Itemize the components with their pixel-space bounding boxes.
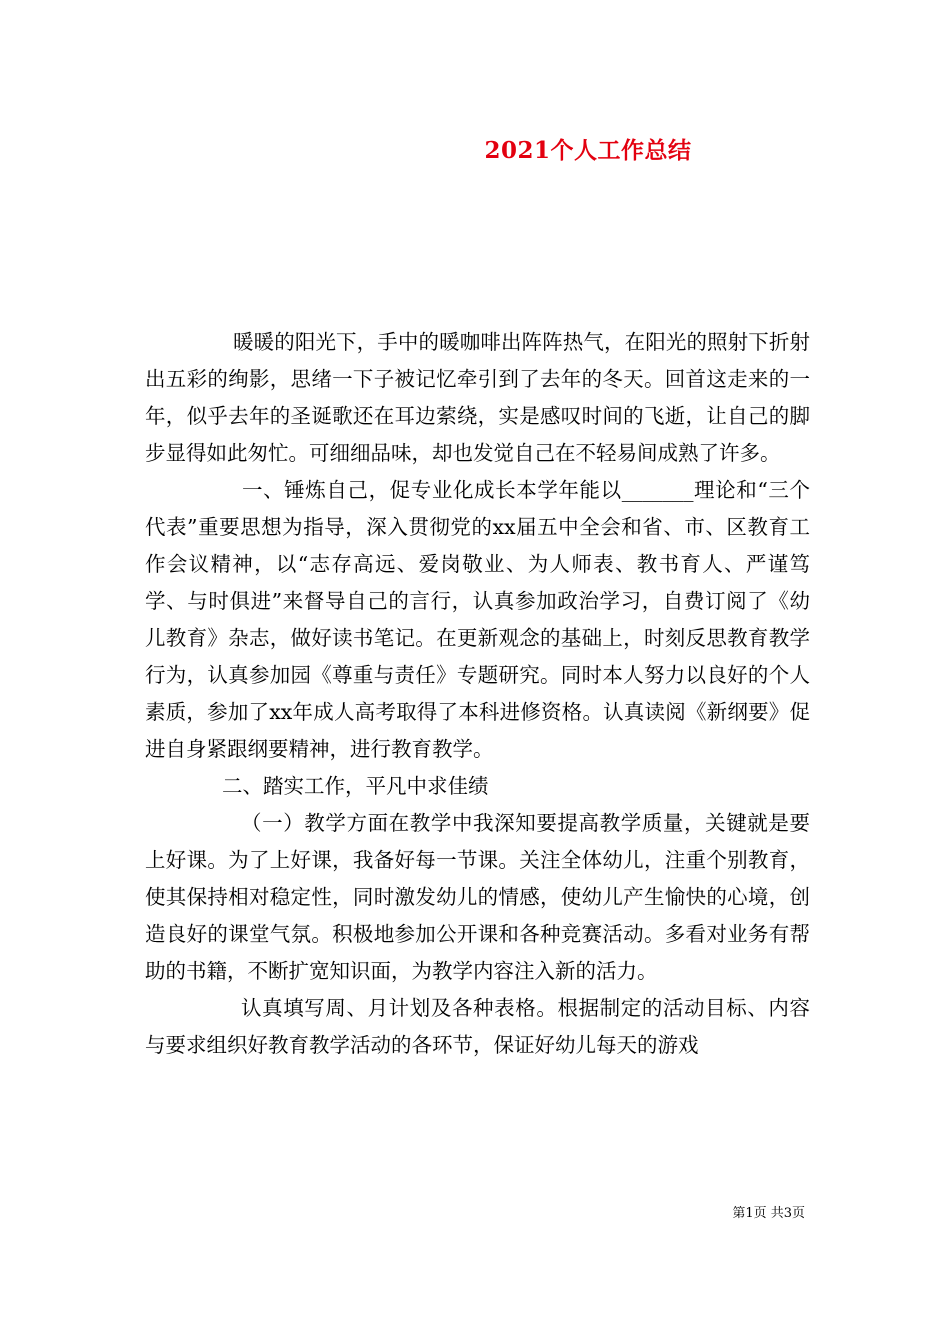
paragraph-intro: 暖暖的阳光下，手中的暖咖啡出阵阵热气，在阳光的照射下折射出五彩的绚影，思绪一下子被记忆牵引到了去年的冬天。回首这走来的一年，似乎去年的圣诞歌还在耳边萦绕，实是感叹时间的飞逝，让自己的脚步显得如此匆忙。可细细品味，却也发觉自己在不轻易间成熟了许多。 xyxy=(145,330,810,465)
paragraph-teaching: （一）教学方面在教学中我深知要提高教学质量，关键就是要上好课。为了上好课，我备好每一节课。关注全体幼儿，注重个别教育，使其保持相对稳定性，同时激发幼儿的情感，使幼儿产生愉快的心境，创造良好的课堂气氛。积极地参加公开课和各种竞赛活动。多看对业务有帮助的书籍，不断扩宽知识面，为教学内容注入新的活力。 xyxy=(145,811,810,983)
paragraph-section-one: 一、锤炼自己，促专业化成长本学年能以_______理论和“三个代表”重要思想为指导，深入贯彻党的xx届五中全会和省、市、区教育工作会议精神，以“志存高远、爱岗敬业、为人师表、教书育人、严谨笃学、与时俱进”来督导自己的言行，认真参加政治学习，自费订阅了《幼儿教育》杂志，做好读书笔记。在更新观念的基础上，时刻反思教育教学行为，认真参加园《尊重与责任》专题研究。同时本人努力以良好的个人素质，参加了xx年成人高考取得了本科进修资格。认真读阅《新纲要》促进自身紧跟纲要精神，进行教育教学。 xyxy=(145,478,810,761)
document-title: 2021个人工作总结 xyxy=(484,137,692,164)
document-body xyxy=(145,324,810,1064)
section-two-heading: 二、踏实工作，平凡中求佳绩 xyxy=(222,774,489,798)
page-number: 第1页 共3页 xyxy=(732,1206,805,1221)
paragraph-planning: 认真填写周、月计划及各种表格。根据制定的活动目标、内容与要求组织好教育教学活动的各环节，保证好幼儿每天的游戏 xyxy=(145,996,810,1057)
